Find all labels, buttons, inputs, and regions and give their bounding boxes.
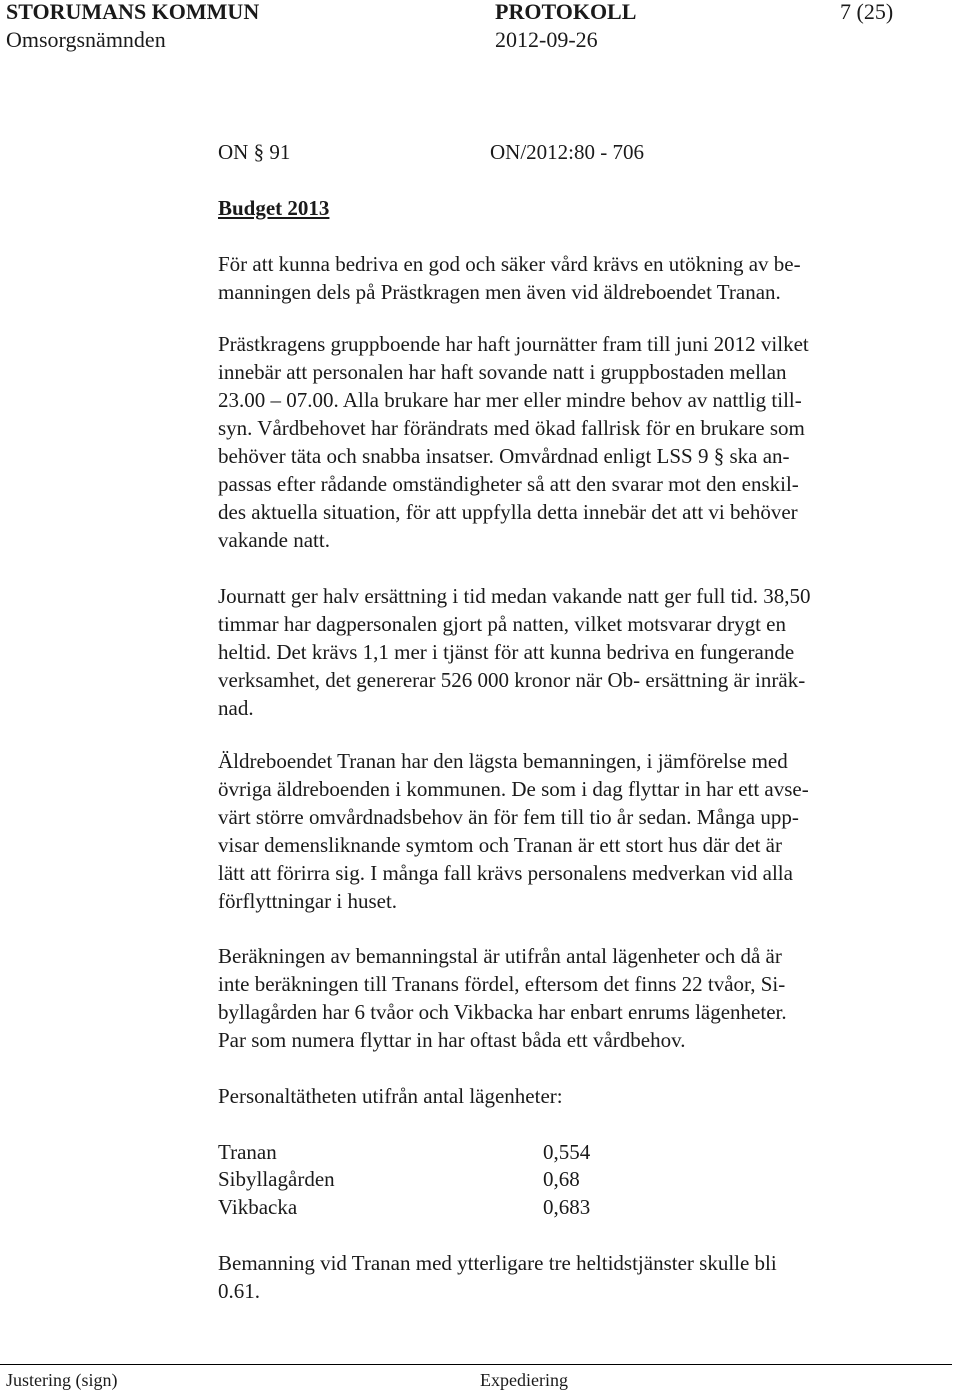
document-type: PROTOKOLL [495,0,637,24]
page-number: 7 (25) [840,0,894,24]
text-line: övriga äldreboenden i kommunen. De som i dag flyttar in har ett avse- [218,777,809,801]
text-line: Prästkragens gruppboende har haft journätter fram till juni 2012 vilket [218,332,809,356]
paragraph-3 [218,582,908,722]
text-line: värt större omvårdnadsbehov än för fem till tio år sedan. Många upp- [218,805,799,829]
text-line: 0.61. [218,1279,260,1303]
text-line: des aktuella situation, för att uppfylla detta innebär det att vi behöver [218,500,798,524]
paragraph-4 [218,747,908,915]
text-line: Par som numera flyttar in har oftast båda ett vårdbehov. [218,1028,686,1052]
paragraph-1 [218,250,908,306]
expediering-label: Expediering [480,1370,568,1390]
text-line: behöver täta och snabba insatser. Omvårdnad enligt LSS 9 § ska an- [218,444,790,468]
text-line: byllagården har 6 tvåor och Vikbacka har enbart enrums lägenheter. [218,1000,787,1024]
text-line: Journatt ger halv ersättning i tid medan vakande natt ger full tid. 38,50 [218,584,811,608]
text-line: vakande natt. [218,528,330,552]
table-row-name: Tranan [218,1140,277,1164]
committee-name: Omsorgsnämnden [6,27,166,52]
case-number: ON § 91 [218,140,291,164]
text-line: timmar har dagpersonalen gjort på natten, vilket motsvarar drygt en [218,612,786,636]
justering-label: Justering (sign) [6,1370,118,1390]
case-title: Budget 2013 [218,196,330,220]
text-line: förflyttningar i huset. [218,889,398,913]
text-line: innebär att personalen har haft sovande natt i gruppbostaden mellan [218,360,787,384]
conclusion-paragraph [218,1249,908,1305]
table-row-value: 0,68 [543,1167,580,1191]
text-line: lätt att förirra sig. I många fall krävs personalens medverkan vid alla [218,861,793,885]
table-row-value: 0,683 [543,1195,591,1219]
text-line: passas efter rådande omständigheter så att den svarar mot den enskil- [218,472,799,496]
paragraph-2 [218,330,908,554]
table-row-value: 0,554 [543,1140,591,1164]
meeting-date: 2012-09-26 [495,27,598,52]
text-line: Beräkningen av bemanningstal är utifrån antal lägenheter och då är [218,944,782,968]
footer-divider [0,1364,952,1365]
text-line: heltid. Det krävs 1,1 mer i tjänst för att kunna bedriva en fungerande [218,640,795,664]
text-line: manningen dels på Prästkragen men även vid äldreboendet Tranan. [218,280,781,304]
case-reference: ON/2012:80 - 706 [490,140,644,164]
text-line: Bemanning vid Tranan med ytterligare tre heltidstjänster skulle bli [218,1251,777,1275]
text-line: Personaltätheten utifrån antal lägenheter: [218,1084,563,1108]
text-line: nad. [218,696,254,720]
text-line: 23.00 – 07.00. Alla brukare har mer eller mindre behov av nattlig till- [218,388,802,412]
text-line: verksamhet, det genererar 526 000 kronor när Ob- ersättning är inräk- [218,668,806,692]
paragraph-6 [218,1082,908,1110]
text-line: För att kunna bedriva en god och säker vård krävs en utökning av be- [218,252,801,276]
text-line: Äldreboendet Tranan har den lägsta bemanningen, i jämförelse med [218,749,788,773]
municipality-name: STORUMANS KOMMUN [6,0,260,24]
table-row-name: Sibyllagården [218,1167,335,1191]
table-row-name: Vikbacka [218,1195,298,1219]
text-line: visar demensliknande symtom och Tranan är ett stort hus där det är [218,833,782,857]
text-line: syn. Vårdbehovet har förändrats med ökad fallrisk för en brukare som [218,416,805,440]
text-line: inte beräkningen till Tranans fördel, eftersom det finns 22 tvåor, Si- [218,972,786,996]
paragraph-5 [218,942,908,1054]
